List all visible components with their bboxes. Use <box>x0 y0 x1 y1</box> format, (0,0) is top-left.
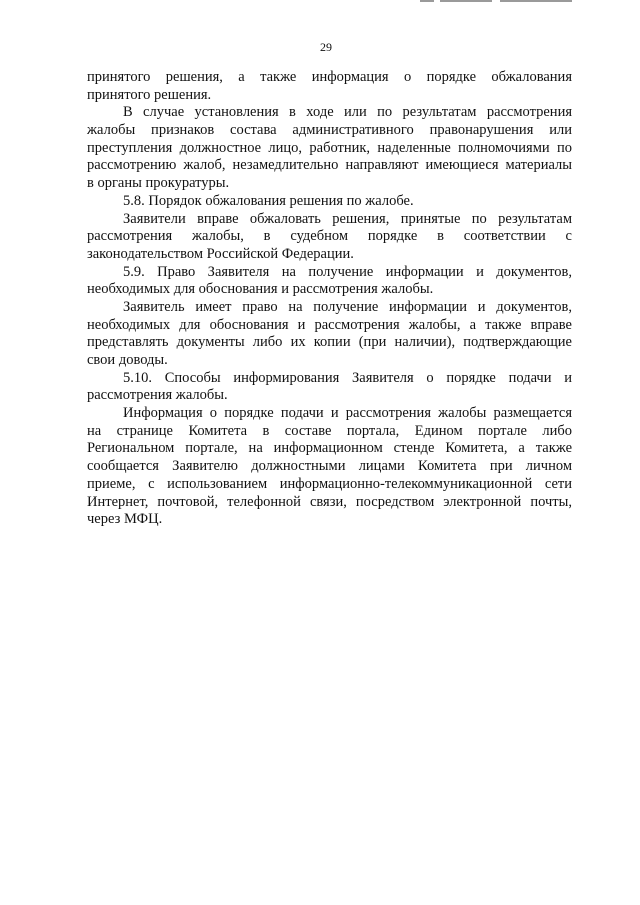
text-line: преступления должностное лицо, работник, наделенные полномочиями по <box>87 139 572 156</box>
text-line: на странице Комитета в составе портала, Едином портале либо <box>87 422 572 439</box>
text-line: жалобы признаков состава административного правонарушения или <box>87 122 572 139</box>
text-line: 5.9. Право Заявителя на получение информации и документов, <box>123 263 572 280</box>
text-line: В случае установления в ходе или по результатам рассмотрения <box>123 104 572 121</box>
text-line: в органы прокуратуры. <box>87 175 230 192</box>
text-line: Заявители вправе обжаловать решения, принятые по результатам <box>123 210 572 227</box>
text-line: рассмотрения жалобы. <box>87 387 228 404</box>
text-line: Заявитель имеет право на получение информации и документов, <box>123 298 572 315</box>
document-body <box>87 69 572 529</box>
section-heading-5-9 <box>87 264 572 299</box>
text-line: законодательством Российской Федерации. <box>87 245 354 262</box>
text-line: необходимых для обоснования и рассмотрения жалобы, а также вправе <box>87 316 572 333</box>
text-line: Региональном портале, на информационном стенде Комитета, а также <box>87 440 572 457</box>
page-number: 29 <box>320 40 332 54</box>
section-heading-5-10 <box>87 370 572 405</box>
paragraph-continuation <box>87 69 572 104</box>
paragraph-right-to-information <box>87 299 572 370</box>
text-line: свои доводы. <box>87 352 168 368</box>
text-line: рассмотрению жалоб, незамедлительно направляют имеющиеся материалы <box>87 157 572 174</box>
scan-edge-mark <box>500 0 572 2</box>
paragraph-court-appeal <box>87 211 572 264</box>
text-line: принятого решения, а также информация о порядке обжалования <box>87 69 572 85</box>
paragraph-informing-methods <box>87 405 572 529</box>
text-line: через МФЦ. <box>87 511 163 528</box>
text-line: необходимых для обоснования и рассмотрения жалобы. <box>87 281 434 298</box>
section-heading-5-8 <box>87 193 572 211</box>
text-line: 5.10. Способы информирования Заявителя о порядке подачи и <box>123 369 572 386</box>
text-line: 5.8. Порядок обжалования решения по жалобе. <box>123 192 414 209</box>
paragraph-prosecution-referral <box>87 104 572 192</box>
text-line: принятого решения. <box>87 86 212 103</box>
scan-edge-mark <box>420 0 434 2</box>
text-line: представлять документы либо их копии (при наличии), подтверждающие <box>87 334 572 351</box>
text-line: Интернет, почтовой, телефонной связи, посредством электронной почты, <box>87 493 572 510</box>
text-line: рассмотрения жалобы, в судебном порядке в соответствии с <box>87 228 572 245</box>
scan-edge-mark <box>440 0 492 2</box>
text-line: сообщается Заявителю должностными лицами Комитета при личном <box>87 458 572 475</box>
text-line: приеме, с использованием информационно-телекоммуникационной сети <box>87 475 572 492</box>
text-line: Информация о порядке подачи и рассмотрения жалобы размещается <box>123 405 572 422</box>
